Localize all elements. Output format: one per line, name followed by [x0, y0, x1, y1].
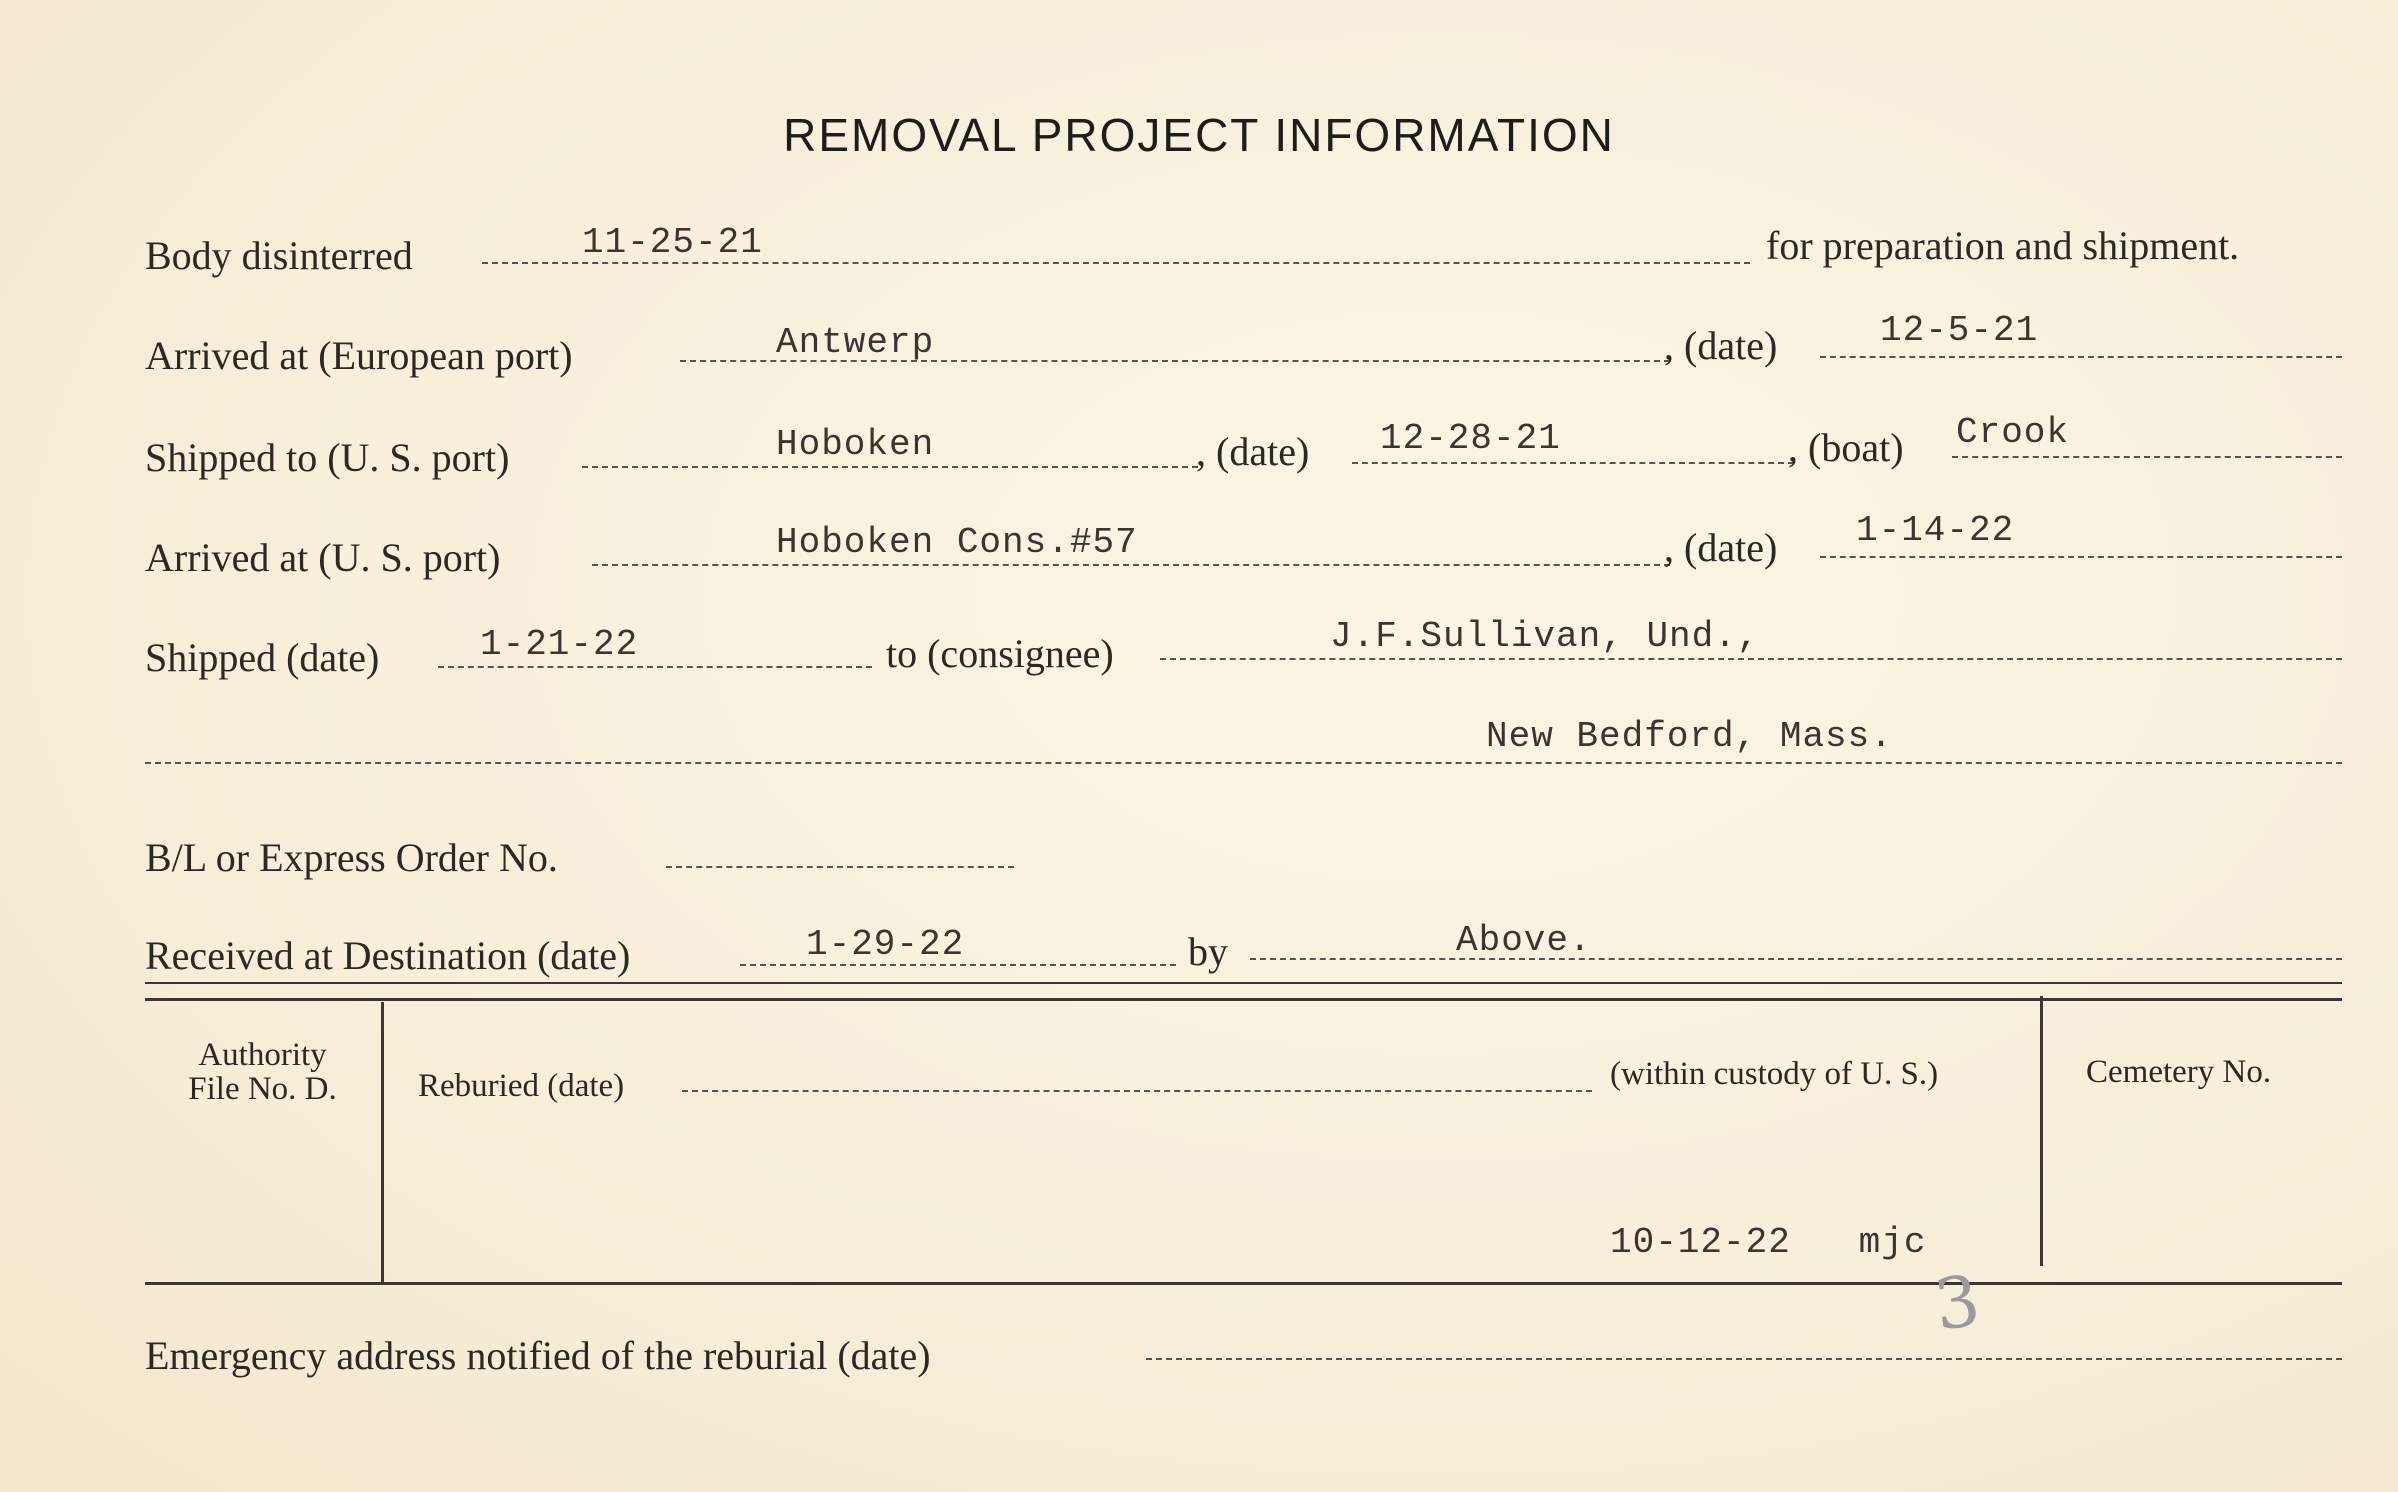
shipped-date-line	[438, 666, 872, 668]
shipped-date: 1-21-22	[480, 624, 639, 665]
body-disinterred-value: 11-25-21	[582, 222, 763, 263]
received-date: 1-29-22	[806, 924, 965, 965]
received-by-label: by	[1188, 929, 1228, 974]
consignee-line-2	[145, 762, 2342, 764]
cemetery-label: Cemetery No.	[2086, 1054, 2272, 1090]
consignee-value: J.F.Sullivan, Und.,	[1330, 616, 1760, 657]
table-top-rule-1	[145, 982, 2342, 984]
consignee-value-line2: New Bedford, Mass.	[1486, 716, 1893, 757]
received-label: Received at Destination (date)	[145, 933, 631, 978]
arrived-european-date-label: , (date)	[1664, 323, 1778, 368]
received-by: Above.	[1456, 920, 1592, 961]
shipped-us-label: Shipped to (U. S. port)	[145, 435, 510, 480]
received-by-line	[1250, 958, 2342, 960]
arrived-us-date-label: , (date)	[1664, 525, 1778, 570]
arrived-us-label: Arrived at (U. S. port)	[145, 535, 501, 580]
shipped-us-boat-label: , (boat)	[1788, 425, 1904, 470]
shipped-us-boat-line	[1952, 456, 2342, 458]
filing-stamp: 10-12-22 mjc	[1610, 1222, 1927, 1263]
authority-label	[150, 1038, 375, 1106]
arrived-us-date-line	[1820, 556, 2342, 558]
body-disinterred-suffix: for preparation and shipment.	[1766, 223, 2240, 268]
authority-label-line2: File No. D.	[188, 1071, 337, 1107]
arrived-european-date: 12-5-21	[1880, 310, 2039, 351]
bl-order-line	[666, 866, 1014, 868]
reburied-line	[682, 1090, 1592, 1092]
arrived-us-value: Hoboken Cons.#57	[776, 522, 1138, 563]
shipped-us-line	[582, 466, 1198, 468]
arrived-us-line	[592, 564, 1670, 566]
table-divider-right	[2040, 996, 2043, 1266]
arrived-us-date: 1-14-22	[1856, 510, 2015, 551]
custody-label: (within custody of U. S.)	[1610, 1056, 1939, 1092]
page-title: REMOVAL PROJECT INFORMATION	[783, 109, 1615, 161]
table-bottom-rule	[145, 1282, 2342, 1285]
arrived-european-date-line	[1820, 356, 2342, 358]
shipped-us-value: Hoboken	[776, 424, 935, 465]
arrived-european-value: Antwerp	[776, 322, 935, 363]
consignee-label: to (consignee)	[886, 631, 1114, 676]
shipped-us-date-label: , (date)	[1196, 429, 1310, 474]
table-top-rule-2	[145, 998, 2342, 1001]
consignee-line	[1160, 658, 2342, 660]
pencil-mark: 3	[1929, 1259, 1986, 1347]
body-disinterred-label: Body disinterred	[145, 233, 413, 278]
emergency-line	[1146, 1358, 2342, 1360]
table-divider-left	[381, 1002, 384, 1282]
bl-order-label: B/L or Express Order No.	[145, 835, 558, 880]
shipped-us-boat: Crook	[1956, 412, 2070, 453]
reburied-label: Reburied (date)	[418, 1068, 625, 1104]
emergency-label: Emergency address notified of the reburial (date)	[145, 1333, 931, 1378]
shipped-us-date-line	[1352, 462, 1794, 464]
arrived-european-label: Arrived at (European port)	[145, 333, 573, 378]
shipped-date-label: Shipped (date)	[145, 635, 380, 680]
shipped-us-date: 12-28-21	[1380, 418, 1561, 459]
authority-label-line1: Authority	[198, 1037, 327, 1073]
